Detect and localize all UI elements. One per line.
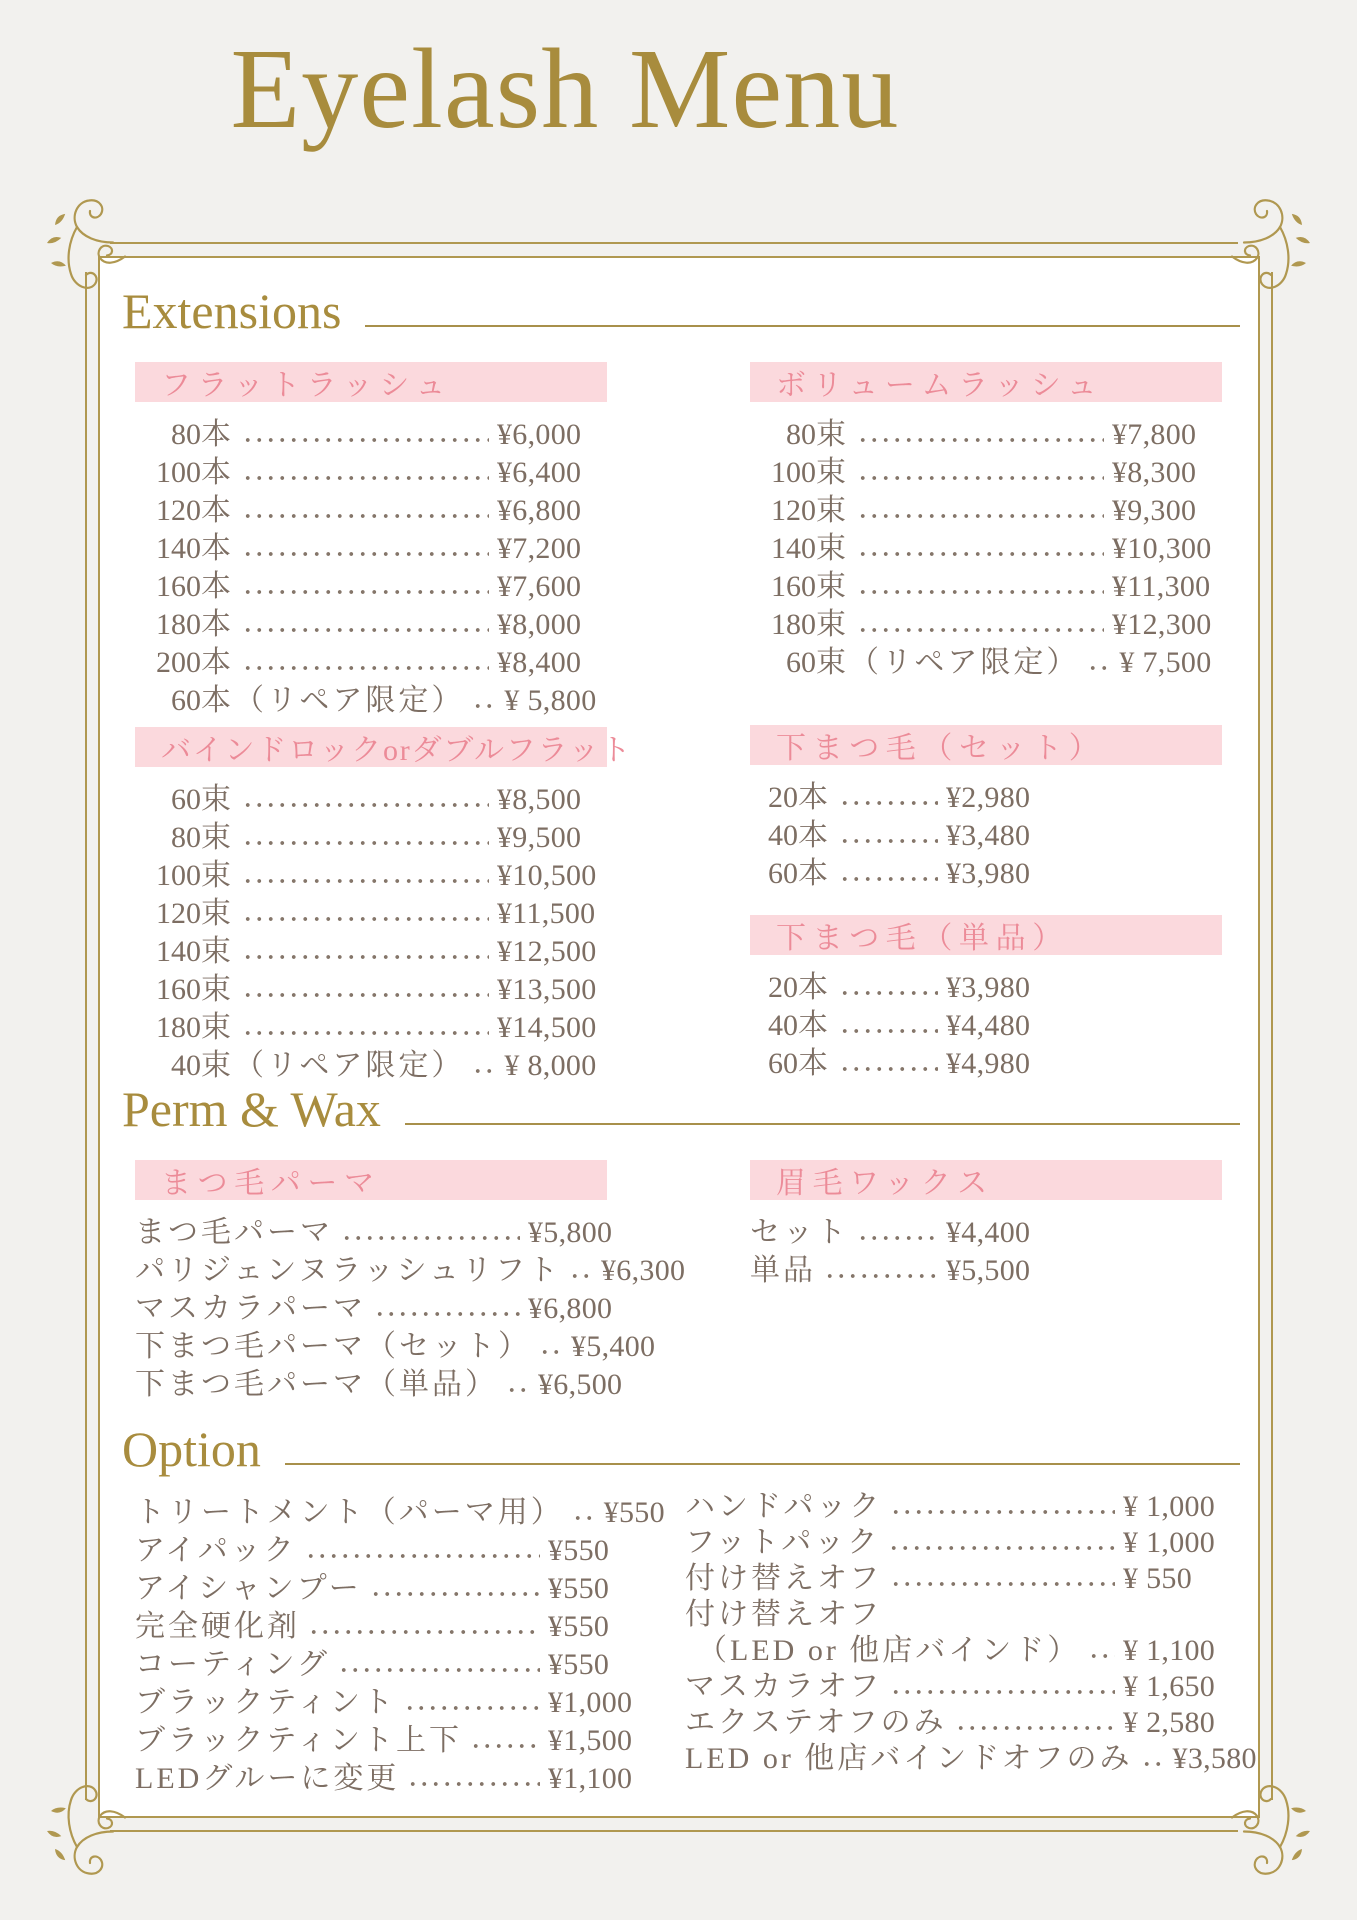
subsection-bind-lock xyxy=(135,727,633,1083)
item-label: コーティング xyxy=(135,1647,330,1681)
item-price: ¥3,980 xyxy=(946,856,1031,890)
item-price: ¥5,500 xyxy=(946,1253,1031,1287)
subsection-flat-lash xyxy=(135,362,607,718)
subsection-volume-lash xyxy=(750,362,1222,680)
dot-leader xyxy=(242,954,489,960)
dot-leader xyxy=(888,1545,1115,1551)
item-price: ¥ 1,650 xyxy=(1123,1669,1216,1703)
item-price: ¥8,000 xyxy=(497,607,582,641)
item-price: ¥6,500 xyxy=(538,1367,623,1401)
dot-leader xyxy=(506,1387,530,1393)
menu-item-row xyxy=(750,777,1042,815)
item-label: 200本 xyxy=(156,645,234,679)
subsection-lower-lash-single xyxy=(750,915,1222,1081)
item-price: ¥4,480 xyxy=(946,1008,1031,1042)
menu-item-row xyxy=(685,1560,1218,1596)
heading-rule xyxy=(285,1463,1240,1465)
dot-leader xyxy=(839,1028,938,1034)
item-label: 180束 xyxy=(771,607,849,641)
item-label: セット xyxy=(750,1215,849,1249)
page-title: Eyelash Menu xyxy=(230,25,900,152)
dot-leader xyxy=(242,589,489,595)
frame-line-right xyxy=(1271,272,1273,1800)
menu-item-row xyxy=(750,414,1222,452)
dot-leader xyxy=(407,1781,540,1787)
dot-leader xyxy=(242,1030,489,1036)
frame-line-left xyxy=(85,272,87,1800)
menu-item-row xyxy=(135,1250,686,1288)
item-price: ¥6,400 xyxy=(497,455,582,489)
item-price: ¥4,980 xyxy=(946,1046,1031,1080)
dot-leader xyxy=(1141,1761,1165,1767)
item-price: ¥6,300 xyxy=(601,1253,686,1287)
item-price: ¥7,800 xyxy=(1112,417,1197,451)
menu-item-row xyxy=(135,855,607,893)
item-label: 100束 xyxy=(771,455,849,489)
item-price: ¥3,980 xyxy=(946,970,1031,1004)
menu-item-row xyxy=(750,1005,1042,1043)
item-label: LEDグルーに変更 xyxy=(135,1761,400,1795)
item-label: 80束 xyxy=(171,820,234,854)
item-label: 60本 xyxy=(768,856,831,890)
subsection-header xyxy=(135,1160,607,1200)
menu-item-row xyxy=(750,490,1222,528)
menu-item-row xyxy=(135,893,607,931)
menu-item-row xyxy=(135,931,607,969)
menu-item-row xyxy=(135,1492,680,1530)
section-heading-label: Option xyxy=(122,1421,261,1477)
section-heading-label: Extensions xyxy=(122,283,342,339)
item-label: 完全硬化剤 xyxy=(135,1609,300,1643)
subsection-title: 下まつ毛（単品） xyxy=(776,922,1069,955)
menu-item-row xyxy=(135,528,607,566)
item-label: 100束 xyxy=(156,858,234,892)
dot-leader xyxy=(857,1235,938,1241)
item-label: 40本 xyxy=(768,1008,831,1042)
subsection-header xyxy=(135,727,633,767)
subsection-lash-perm xyxy=(135,1160,686,1402)
item-price: ¥11,500 xyxy=(497,896,596,930)
menu-item-row xyxy=(135,1568,680,1606)
item-label: 80本 xyxy=(171,417,234,451)
item-label: 80束 xyxy=(786,417,849,451)
dot-leader xyxy=(242,437,489,443)
item-label: 100本 xyxy=(156,455,234,489)
menu-item-row xyxy=(750,967,1042,1005)
item-price: ¥3,480 xyxy=(946,818,1031,852)
menu-item-row xyxy=(135,779,607,817)
menu-item-row xyxy=(135,414,607,452)
item-label: まつ毛パーマ xyxy=(135,1215,333,1249)
dot-leader xyxy=(569,1273,593,1279)
dot-leader xyxy=(1087,665,1111,671)
menu-item-row xyxy=(685,1668,1218,1704)
item-label: 60本（リペア限定） xyxy=(171,683,465,717)
heading-rule xyxy=(405,1123,1240,1125)
item-label: 40束（リペア限定） xyxy=(171,1048,465,1082)
frame-line-top xyxy=(110,242,1238,244)
subsection-brow-wax xyxy=(750,1160,1222,1288)
menu-item-row xyxy=(750,604,1222,642)
dot-leader xyxy=(404,1705,540,1711)
item-label: LED or 他店バインドオフのみ xyxy=(685,1741,1133,1775)
dot-leader xyxy=(242,802,489,808)
item-price: ¥10,500 xyxy=(497,858,597,892)
dot-leader xyxy=(242,665,489,671)
menu-item-row xyxy=(685,1740,1257,1776)
item-label: マスカラオフ xyxy=(685,1669,883,1703)
dot-leader xyxy=(857,627,1104,633)
item-label: 180束 xyxy=(156,1010,234,1044)
menu-item-row xyxy=(135,1606,680,1644)
menu-item-row xyxy=(135,642,607,680)
dot-leader xyxy=(472,1068,496,1074)
item-price: ¥4,400 xyxy=(946,1215,1031,1249)
item-price: ¥7,600 xyxy=(497,569,582,603)
menu-item-row xyxy=(135,566,607,604)
item-price: ¥3,580 xyxy=(1172,1741,1257,1775)
item-price: ¥ 1,000 xyxy=(1123,1489,1216,1523)
item-price: ¥ 550 xyxy=(1123,1561,1192,1595)
menu-item-row xyxy=(750,815,1042,853)
menu-item-row xyxy=(135,1007,607,1045)
menu-item-row xyxy=(750,528,1222,566)
item-price: ¥8,400 xyxy=(497,645,582,679)
menu-item-row xyxy=(750,1212,1042,1250)
item-label: 140束 xyxy=(156,934,234,968)
dot-leader xyxy=(839,800,938,806)
item-label: フットパック xyxy=(685,1525,881,1559)
dot-leader xyxy=(890,1581,1115,1587)
dot-leader xyxy=(370,1591,540,1597)
dot-leader xyxy=(857,589,1104,595)
item-label: 付け替えオフ xyxy=(685,1561,883,1595)
item-price: ¥6,800 xyxy=(497,493,582,527)
item-price: ¥9,500 xyxy=(497,820,582,854)
subsection-header xyxy=(135,362,607,402)
menu-item-row xyxy=(135,1045,607,1083)
item-price: ¥11,300 xyxy=(1112,569,1211,603)
dot-leader xyxy=(839,838,938,844)
dot-leader xyxy=(839,1066,938,1072)
item-price: ¥1,500 xyxy=(548,1723,633,1757)
item-price: ¥ 5,800 xyxy=(504,683,597,717)
item-price: ¥ 7,500 xyxy=(1119,645,1212,679)
subsection-header xyxy=(750,362,1222,402)
item-price: ¥8,500 xyxy=(497,782,582,816)
item-label: 180本 xyxy=(156,607,234,641)
option-list-right xyxy=(685,1488,1257,1776)
dot-leader xyxy=(857,437,1104,443)
section-heading-perm-wax xyxy=(122,1081,1240,1137)
menu-item-row xyxy=(135,1326,656,1364)
dot-leader xyxy=(1088,1653,1115,1659)
section-heading-label: Perm & Wax xyxy=(122,1081,381,1137)
item-price: ¥8,300 xyxy=(1112,455,1197,489)
menu-item-row xyxy=(135,1288,640,1326)
item-label: 120束 xyxy=(156,896,234,930)
item-label: 付け替えオフ xyxy=(685,1597,883,1631)
dot-leader xyxy=(472,703,496,709)
dot-leader xyxy=(839,876,938,882)
item-label: ハンドパック xyxy=(685,1489,883,1523)
item-label: 下まつ毛パーマ（単品） xyxy=(135,1367,498,1401)
item-price: ¥9,300 xyxy=(1112,493,1197,527)
item-price: ¥ 1,100 xyxy=(1123,1633,1216,1667)
dot-leader xyxy=(242,627,489,633)
dot-leader xyxy=(242,513,489,519)
menu-item-row xyxy=(135,1758,680,1796)
dot-leader xyxy=(857,551,1104,557)
item-price: ¥12,300 xyxy=(1112,607,1212,641)
menu-item-row xyxy=(135,1530,680,1568)
item-label: 単品 xyxy=(750,1253,816,1287)
dot-leader xyxy=(857,513,1104,519)
subsection-header xyxy=(750,915,1222,955)
item-price: ¥ 1,000 xyxy=(1123,1525,1216,1559)
dot-leader xyxy=(308,1629,540,1635)
item-label: 下まつ毛パーマ（セット） xyxy=(135,1329,531,1363)
item-price: ¥550 xyxy=(548,1533,610,1567)
menu-item-row xyxy=(685,1704,1218,1740)
menu-item-row xyxy=(750,452,1222,490)
dot-leader xyxy=(839,990,938,996)
dot-leader xyxy=(824,1273,938,1279)
item-label: エクステオフのみ xyxy=(685,1705,947,1739)
dot-leader xyxy=(242,475,489,481)
dot-leader xyxy=(242,992,489,998)
item-label: アイパック xyxy=(135,1533,297,1567)
item-label: ブラックティント xyxy=(135,1685,396,1719)
item-price: ¥550 xyxy=(548,1571,610,1605)
item-label: アイシャンプー xyxy=(135,1571,362,1605)
item-label: 20本 xyxy=(768,780,831,814)
item-price: ¥550 xyxy=(548,1609,610,1643)
dot-leader xyxy=(890,1509,1115,1515)
section-heading-option xyxy=(122,1421,1240,1477)
item-label: 160束 xyxy=(771,569,849,603)
menu-item-row xyxy=(750,566,1222,604)
dot-leader xyxy=(242,878,489,884)
dot-leader xyxy=(242,840,489,846)
dot-leader xyxy=(341,1235,520,1241)
item-price: ¥7,200 xyxy=(497,531,582,565)
menu-item-row xyxy=(685,1596,1218,1632)
item-price: ¥12,500 xyxy=(497,934,597,968)
item-price: ¥ 8,000 xyxy=(504,1048,597,1082)
subsection-title: 眉毛ワックス xyxy=(776,1167,994,1200)
item-label: 40本 xyxy=(768,818,831,852)
item-price: ¥2,980 xyxy=(946,780,1031,814)
dot-leader xyxy=(242,916,489,922)
item-price: ¥550 xyxy=(603,1495,665,1529)
heading-rule xyxy=(365,325,1240,327)
subsection-header xyxy=(750,1160,1222,1200)
item-label: トリートメント（パーマ用） xyxy=(135,1495,564,1529)
menu-item-row xyxy=(750,853,1042,891)
option-list-left xyxy=(135,1492,680,1796)
item-price: ¥6,800 xyxy=(528,1291,613,1325)
item-price: ¥14,500 xyxy=(497,1010,597,1044)
subsection-title: 下まつ毛（セット） xyxy=(776,732,1106,765)
item-label: 140本 xyxy=(156,531,234,565)
item-label: マスカラパーマ xyxy=(135,1291,366,1325)
menu-item-row xyxy=(135,1682,680,1720)
menu-item-row xyxy=(135,969,607,1007)
menu-item-row xyxy=(750,1043,1042,1081)
dot-leader xyxy=(374,1311,520,1317)
subsection-title: フラットラッシュ xyxy=(161,369,452,402)
item-price: ¥13,500 xyxy=(497,972,597,1006)
item-label: 160本 xyxy=(156,569,234,603)
item-label: 60束（リペア限定） xyxy=(786,645,1080,679)
subsection-title: ボリュームラッシュ xyxy=(776,369,1104,402)
menu-item-row xyxy=(135,490,607,528)
item-label: 20本 xyxy=(768,970,831,1004)
dot-leader xyxy=(338,1667,540,1673)
item-label: （LED or 他店バインド） xyxy=(697,1633,1081,1667)
item-price: ¥1,000 xyxy=(548,1685,633,1719)
dot-leader xyxy=(890,1689,1115,1695)
item-label: 60本 xyxy=(768,1046,831,1080)
menu-item-row xyxy=(135,1720,680,1758)
menu-item-row xyxy=(135,452,607,490)
dot-leader xyxy=(305,1553,540,1559)
item-price: ¥550 xyxy=(548,1647,610,1681)
subsection-lower-lash-set xyxy=(750,725,1222,891)
subsection-title: バインドロックorダブルフラット xyxy=(161,734,633,767)
dot-leader xyxy=(857,475,1104,481)
frame-line-bottom xyxy=(110,1830,1238,1832)
dot-leader xyxy=(572,1515,596,1521)
item-label: 120本 xyxy=(156,493,234,527)
item-label: ブラックティント上下 xyxy=(135,1723,462,1757)
dot-leader xyxy=(539,1349,563,1355)
menu-item-row xyxy=(750,1250,1042,1288)
subsection-header xyxy=(750,725,1222,765)
menu-item-row xyxy=(685,1488,1218,1524)
dot-leader xyxy=(470,1743,540,1749)
subsection-title: まつ毛パーマ xyxy=(161,1167,381,1200)
menu-item-row xyxy=(750,642,1222,680)
dot-leader xyxy=(955,1725,1115,1731)
dot-leader xyxy=(242,551,489,557)
menu-item-row xyxy=(135,1212,640,1250)
item-price: ¥6,000 xyxy=(497,417,582,451)
item-price: ¥1,100 xyxy=(548,1761,633,1795)
item-price: ¥10,300 xyxy=(1112,531,1212,565)
menu-item-row xyxy=(135,680,607,718)
menu-item-row xyxy=(135,604,607,642)
item-label: 140束 xyxy=(771,531,849,565)
menu-item-row xyxy=(685,1632,1218,1668)
menu-item-row xyxy=(135,1644,680,1682)
item-price: ¥5,400 xyxy=(571,1329,656,1363)
item-label: 120束 xyxy=(771,493,849,527)
menu-item-row xyxy=(685,1524,1218,1560)
item-label: 60束 xyxy=(171,782,234,816)
item-price: ¥5,800 xyxy=(528,1215,613,1249)
item-label: パリジェンヌラッシュリフト xyxy=(135,1253,561,1287)
item-label: 160束 xyxy=(156,972,234,1006)
section-heading-extensions xyxy=(122,283,1240,339)
menu-item-row xyxy=(135,1364,640,1402)
menu-item-row xyxy=(135,817,607,855)
item-price: ¥ 2,580 xyxy=(1123,1705,1216,1739)
